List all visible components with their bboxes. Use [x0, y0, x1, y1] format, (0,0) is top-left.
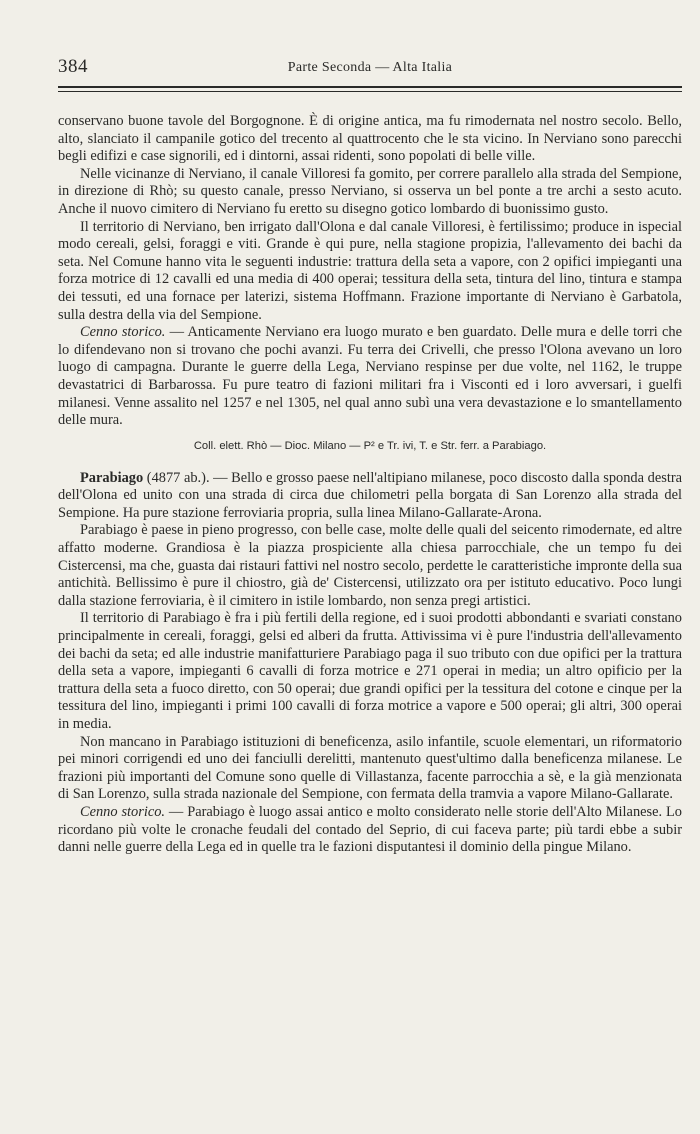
page-body [58, 113, 682, 857]
parabiago-history-label: Cenno storico. [80, 803, 166, 820]
parabiago-paragraph-2: Parabiago è paese in pieno progresso, con belle case, molte delle quali del seicento rimodernate, ed altre affatto moderne. Grandiosa è la piazza prospiciente alla chiesa parrocchiale, che un tempo fu dei Cistercensi, ma che, guasta dai ristauri fattivi nel nostro secolo, perdette le caratteristiche impronte della sua antichità. Bellissimo è pure il chiostro, già de' Cistercensi, utilizzato ora per istituto educativo. Poco lungi dalla stazione ferroviaria, è il cimitero in istile lombardo, non senza pregi artistici. [58, 522, 682, 609]
nerviano-paragraph-2: Nelle vicinanze di Nerviano, il canale Villoresi fa gomito, per correre parallelo alla strada del Sempione, in direzione di Rhò; su questo canale, presso Nerviano, si osserva un bel ponte a tre archi a sesto acuto. Anche il nuovo cimitero di Nerviano fu eretto su disegno gotico lombardo di buonissimo gusto. [58, 165, 682, 217]
running-title: Parte Seconda — Alta Italia [287, 60, 453, 75]
nerviano-admin-note: Coll. elett. Rhò — Dioc. Milano — P² e Tr. ivi, T. e Str. ferr. a Parabiago. [193, 439, 547, 452]
nerviano-paragraph-3: Il territorio di Nerviano, ben irrigato dall'Olona e dal canale Villoresi, è fertilissimo; produce in ispecial modo cereali, gelsi, foraggi e viti. Grande è qui pure, nella stagione propizia, l'allevamento dei bachi da seta. Nel Comune hanno vita le seguenti industrie: trattura della seta a vapore, con 2 opifici impieganti una forza motrice di 12 cavalli ed una media di 400 operai; tessitura della seta, tintura del lino, tintura e stampa dei tessuti, ed una fornace per laterizi, sistema Hoffmann. Frazione importante di Nerviano è Garbatola, sulla destra della via del Sempione. [58, 218, 682, 323]
page-header [58, 56, 682, 80]
nerviano-history-paragraph [58, 324, 682, 430]
parabiago-history-paragraph [58, 804, 682, 857]
parabiago-history-text: — Parabiago è luogo assai antico e molto considerato nelle storie dell'Alto Milanese. Lo ricordano più volte le cronache feudali del contado del Seprio, di cui faceva parte; più tardi ebbe a subir danni nelle guerre della Lega ed in quelle tra le fazioni disputantesi il dominio della pingue Milano. [58, 803, 682, 856]
nerviano-history-label: Cenno storico. [80, 324, 166, 341]
parabiago-paragraph-1 [58, 470, 682, 523]
header-rule-thin [58, 91, 682, 92]
parabiago-paragraph-4: Non mancano in Parabiago istituzioni di beneficenza, asilo infantile, scuole elementari, un riformatorio pei minori corrigendi ed uno dei fanciulli derelitti, mantenuto quest'ultimo dalla beneficenza milanese. Le frazioni più importanti del Comune sono quelle di Villastanza, facente parrocchia a sè, e la già menzionata di San Lorenzo, sulla strada nazionale del Sempione, con fermata della tramvia a vapore Milano-Gallarate. [58, 733, 682, 803]
page-number: 384 [58, 56, 88, 77]
header-rule-thick [58, 86, 682, 88]
parabiago-entry-title: Parabiago [80, 469, 144, 486]
parabiago-intro-text: (4877 ab.). — Bello e grosso paese nell'altipiano milanese, poco discosto dalla sponda destra dell'Olona ed unito con una strada di circa due chilometri pella borgata di San Lorenzo alla strada del Sempione. Ha pure stazione ferroviaria propria, sulla linea Milano-Gallarate-Arona. [58, 469, 682, 521]
parabiago-paragraph-3: Il territorio di Parabiago è fra i più fertili della regione, ed i suoi prodotti abbondanti e svariati constano principalmente in cereali, foraggi, gelsi ed alberi da frutta. Attivissima vi è pure l'industria dell'allevamento dei bachi da seta; ed alle industrie manifatturiere Parabiago paga il suo tributo con due opifici per la trattura della seta a vapore, impieganti 6 cavalli di forza motrice e 271 operai in media; un altro opificio per la trattura della seta a fuoco diretto, con 50 operai; due grandi opifici per la tessitura del cotone e cinque per la tessitura del lino, impieganti i primi 100 cavalli di forza motrice a vapore e 500 operai; gli altri, 300 operai in media. [58, 610, 682, 732]
nerviano-paragraph-1: conservano buone tavole del Borgognone. È di origine antica, ma fu rimodernata nel nostro secolo. Bello, alto, slanciato il campanile gotico del trecento al quattrocento che le sta vicino. In Nerviano sono parecchi begli edifizi e case signorili, ed i dintorni, assai ridenti, sono popolati di belle ville. [58, 113, 682, 165]
nerviano-history-text: — Anticamente Nerviano era luogo murato e ben guardato. Delle mura e delle torri che lo difendevano non si trovano che pochi avanzi. Fu terra dei Crivelli, che presso l'Olona avevano un loro luogo di campagna. Durante le guerre della Lega, Nerviano respinse per due volte, nel 1162, le truppe devastatrici di Barbarossa. Fu pure teatro di fazioni militari fra i Visconti ed i loro avversari, i guelfi milanesi. Venne assalito nel 1257 e nel 1305, nel qual anno subì una vera devastazione e lo smantellamento delle mura. [58, 324, 682, 429]
